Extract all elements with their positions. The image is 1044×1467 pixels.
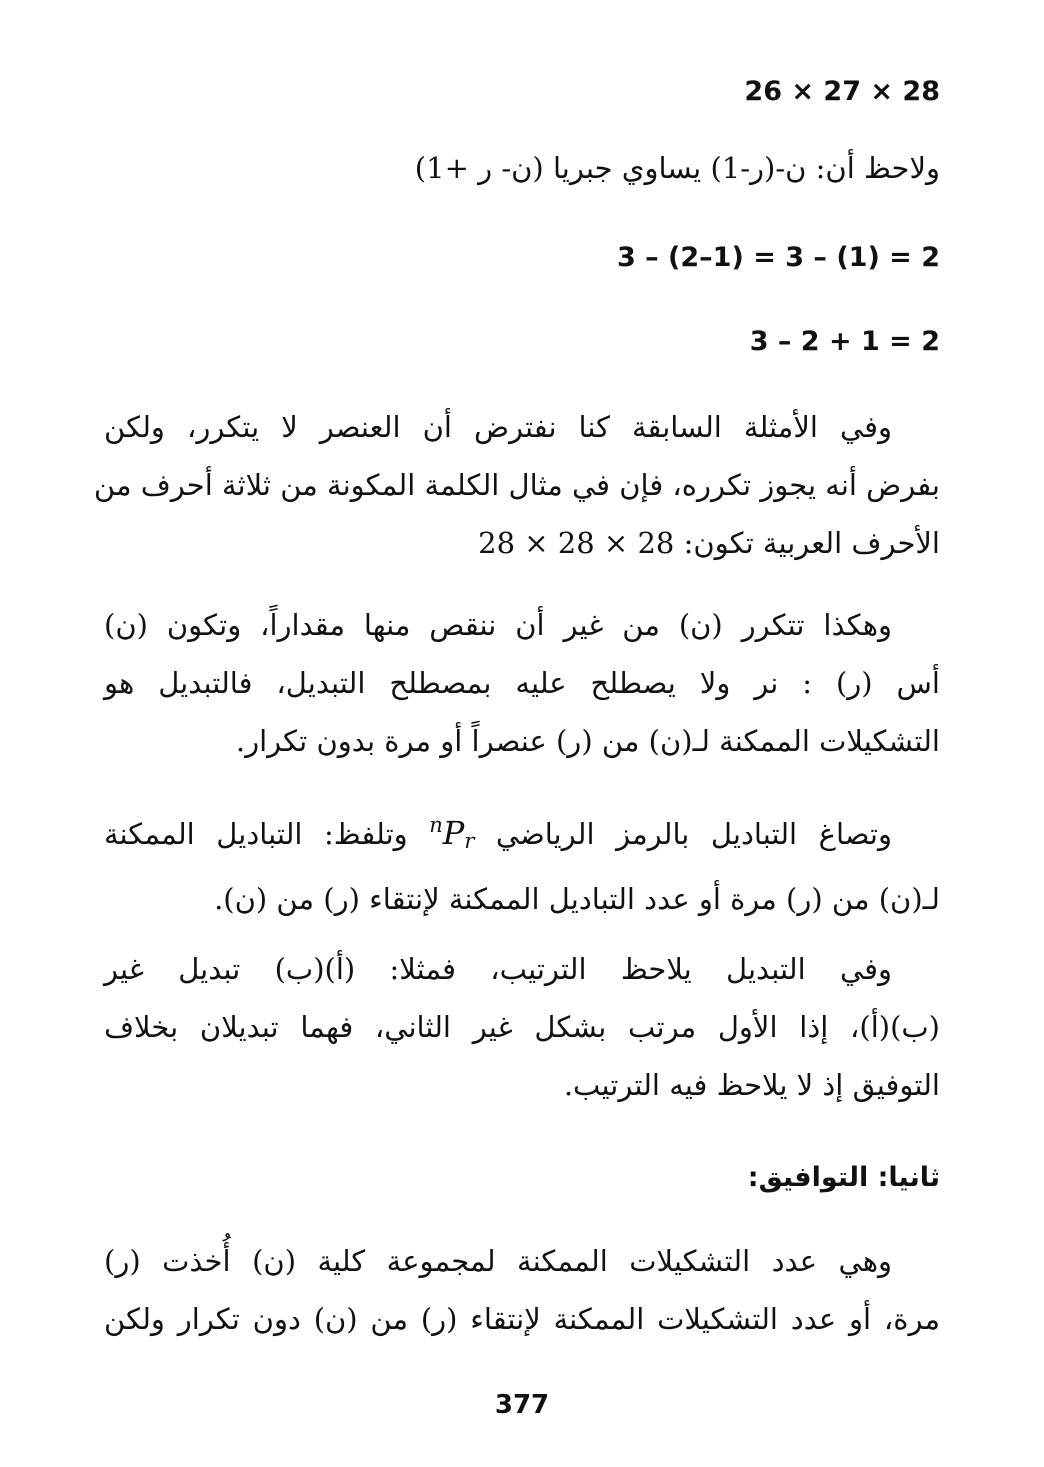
equation-step-1-text: 3 – (2–1) = 3 – (1) = 2 [616, 242, 940, 273]
paragraph-line: وهي عدد التشكيلات الممكنة لمجموعة كلية (ن) أُخذت (ر) [104, 1244, 892, 1278]
section-heading: ثانيا: التوافيق: [747, 1162, 940, 1193]
symbol-after-text: وتلفظ: التباديل الممكنة [104, 817, 408, 851]
paragraph-order [104, 940, 940, 1114]
permutation-symbol [429, 814, 474, 852]
paragraph-line: بفرض أنه يجوز تكرره، فإن في مثال الكلمة المكونة من ثلاثة أحرف من [93, 468, 940, 502]
paragraph-permutation-symbol [104, 796, 940, 928]
symbol-intro-text: وتصاغ التباديل بالرمز الرياضي [495, 817, 893, 851]
page-number: 377 [494, 1390, 550, 1420]
symbol-sup: n [429, 813, 443, 837]
note-line: ولاحظ أن: ن-(ر-1) يساوي جبريا (ن- ر +1) [414, 151, 940, 185]
equation-product [744, 70, 940, 112]
paragraph-line: لـ(ن) من (ر) مرة أو عدد التباديل الممكنة لإنتقاء (ر) من (ن). [214, 882, 940, 916]
equation-step-2 [750, 320, 940, 362]
paragraph-line: (ب)(أ)، إذا الأول مرتب بشكل غير الثاني، فهما تبديلان بخلاف [104, 1010, 940, 1044]
paragraph-line [104, 796, 940, 870]
equation-step-2-text: 3 – 2 + 1 = 2 [749, 326, 940, 357]
symbol-sub: r [464, 829, 475, 853]
paragraph-repetition [93, 398, 940, 572]
paragraph-line: وهكذا تتكرر (ن) من غير أن ننقص منها مقداراً، وتكون (ن) [104, 608, 892, 642]
paragraph-line: وفي التبديل يلاحظ الترتيب، فمثلا: (أ)(ب) تبديل غير [104, 952, 892, 986]
equation-product-text: 26 × 27 × 28 [744, 76, 940, 107]
paragraph-line: وفي الأمثلة السابقة كنا نفترض أن العنصر لا يتكرر، ولكن [104, 410, 892, 444]
paragraph-line: التوفيق إذ لا يلاحظ فيه الترتيب. [563, 1068, 940, 1102]
paragraph-line: التشكيلات الممكنة لـ(ن) من (ر) عنصراً أو مرة بدون تكرار. [235, 724, 940, 758]
symbol-base: P [442, 814, 465, 852]
paragraph-line: مرة، أو عدد التشكيلات الممكنة لإنتقاء (ر) من (ن) دون تكرار ولكن [104, 1302, 940, 1336]
equation-step-1 [617, 236, 940, 278]
paragraph-exponent [104, 596, 940, 770]
paragraph-line: الأحرف العربية تكون: 28 × 28 × 28 [478, 526, 940, 560]
paragraph-combinations [104, 1232, 940, 1348]
paragraph-line: أس (ر) : نر ولا يصطلح عليه بمصطلح التبديل، فالتبديل هو [104, 666, 940, 700]
